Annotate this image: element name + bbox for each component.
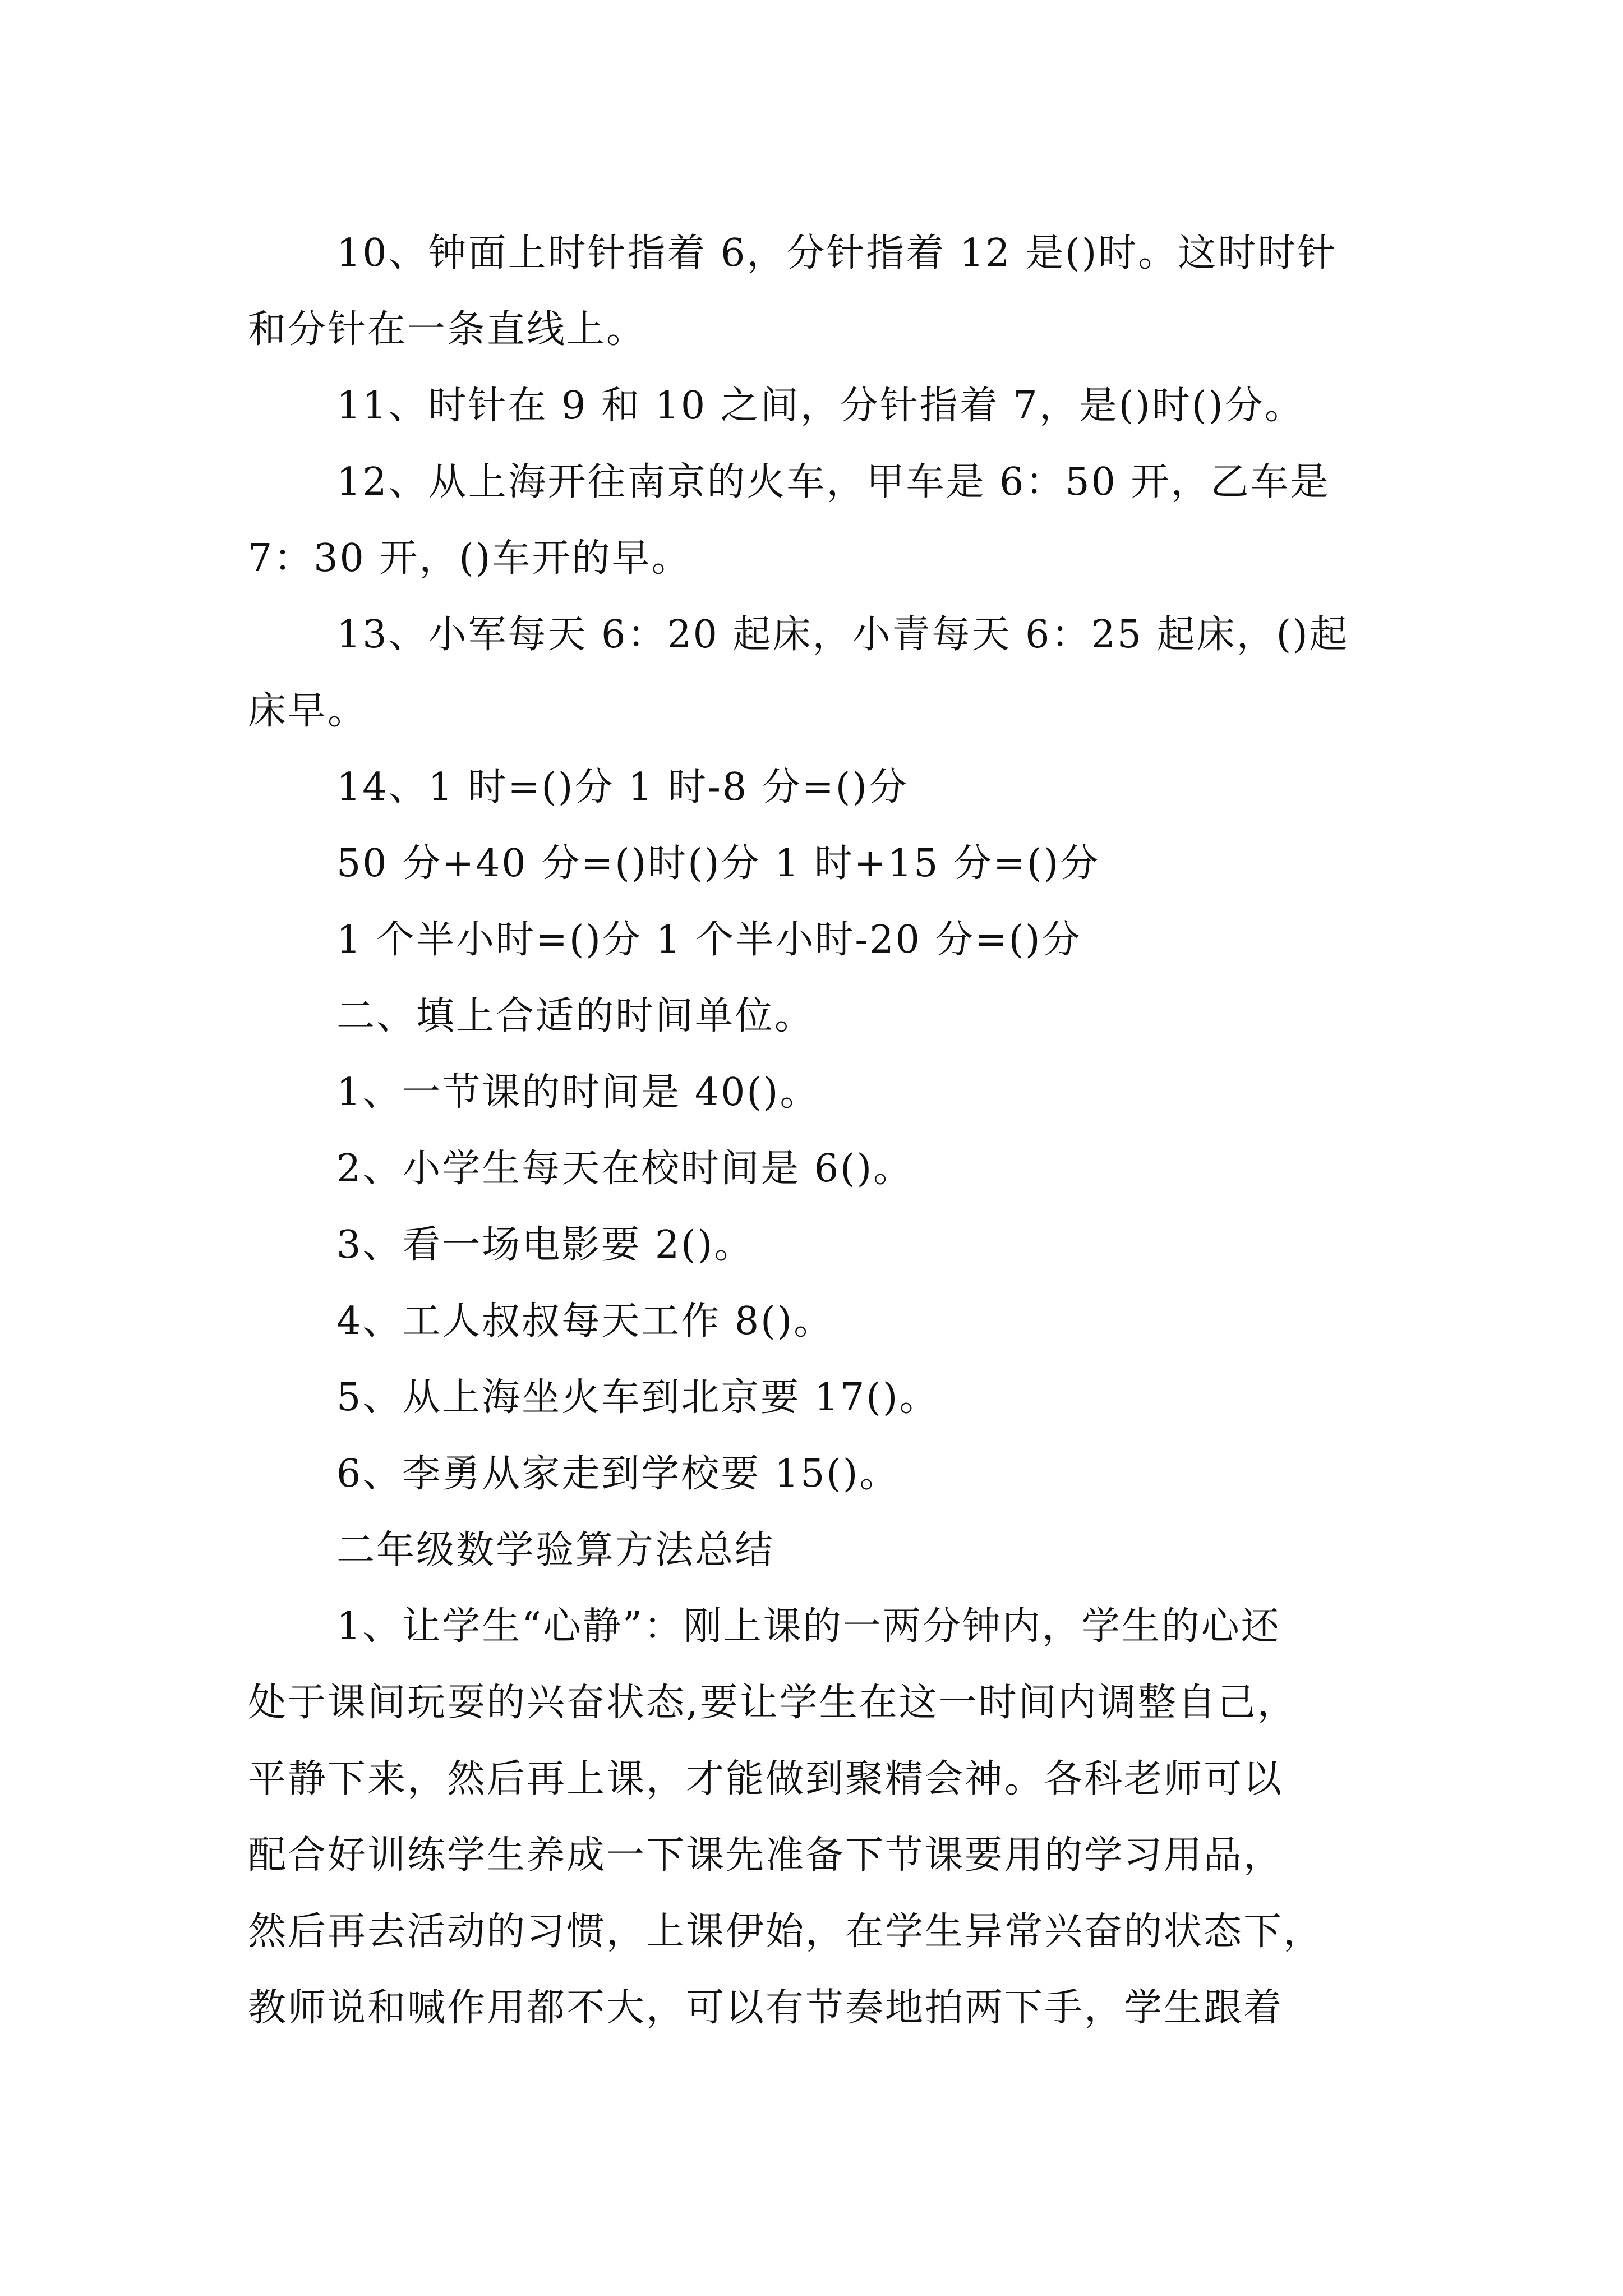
document-body xyxy=(248,215,1392,2046)
text-line-21: 平静下来，然后再上课，才能做到聚精会神。各科老师可以 xyxy=(248,1757,1284,1801)
text-line-3: 11、时针在 9 和 10 之间，分针指着 7，是()时()分。 xyxy=(336,384,1304,428)
section-heading-verification: 二年级数学验算方法总结 xyxy=(336,1528,775,1572)
text-line-9: 50 分+40 分=()时()分 1 时+15 分=()分 xyxy=(336,841,1100,886)
text-line-7: 床早。 xyxy=(248,689,368,733)
text-line-6: 13、小军每天 6：20 起床，小青每天 6：25 起床，()起 xyxy=(336,613,1349,657)
text-line-5: 7：30 开，()车开的早。 xyxy=(248,536,691,581)
text-line-22: 配合好训练学生养成一下课先准备下节课要用的学习用品， xyxy=(248,1833,1284,1878)
text-line-8: 14、1 时=()分 1 时-8 分=()分 xyxy=(336,765,909,809)
section-heading-time-units: 二、填上合适的时间单位。 xyxy=(336,994,815,1038)
text-line-20: 处于课间玩耍的兴奋状态,要让学生在这一时间内调整自己， xyxy=(248,1681,1297,1725)
text-line-17: 6、李勇从家走到学校要 15()。 xyxy=(336,1452,900,1496)
text-line-4: 12、从上海开往南京的火车，甲车是 6：50 开，乙车是 xyxy=(336,460,1330,504)
text-line-1: 10、钟面上时针指着 6，分针指着 12 是()时。这时时针 xyxy=(336,231,1338,275)
text-line-14: 3、看一场电影要 2()。 xyxy=(336,1223,754,1267)
text-line-16: 5、从上海坐火车到北京要 17()。 xyxy=(336,1375,939,1420)
text-line-12: 1、一节课的时间是 40()。 xyxy=(336,1070,820,1115)
text-line-15: 4、工人叔叔每天工作 8()。 xyxy=(336,1299,834,1343)
text-line-23: 然后再去活动的习惯，上课伊始，在学生异常兴奋的状态下， xyxy=(248,1910,1324,1954)
text-line-2: 和分针在一条直线上。 xyxy=(248,307,647,352)
text-line-10: 1 个半小时=()分 1 个半小时-20 分=()分 xyxy=(336,918,1082,962)
text-line-24: 教师说和喊作用都不大，可以有节奏地拍两下手，学生跟着 xyxy=(248,1986,1284,2030)
text-line-19: 1、让学生“心静”：刚上课的一两分钟内，学生的心还 xyxy=(336,1604,1281,1649)
text-line-13: 2、小学生每天在校时间是 6()。 xyxy=(336,1147,914,1191)
